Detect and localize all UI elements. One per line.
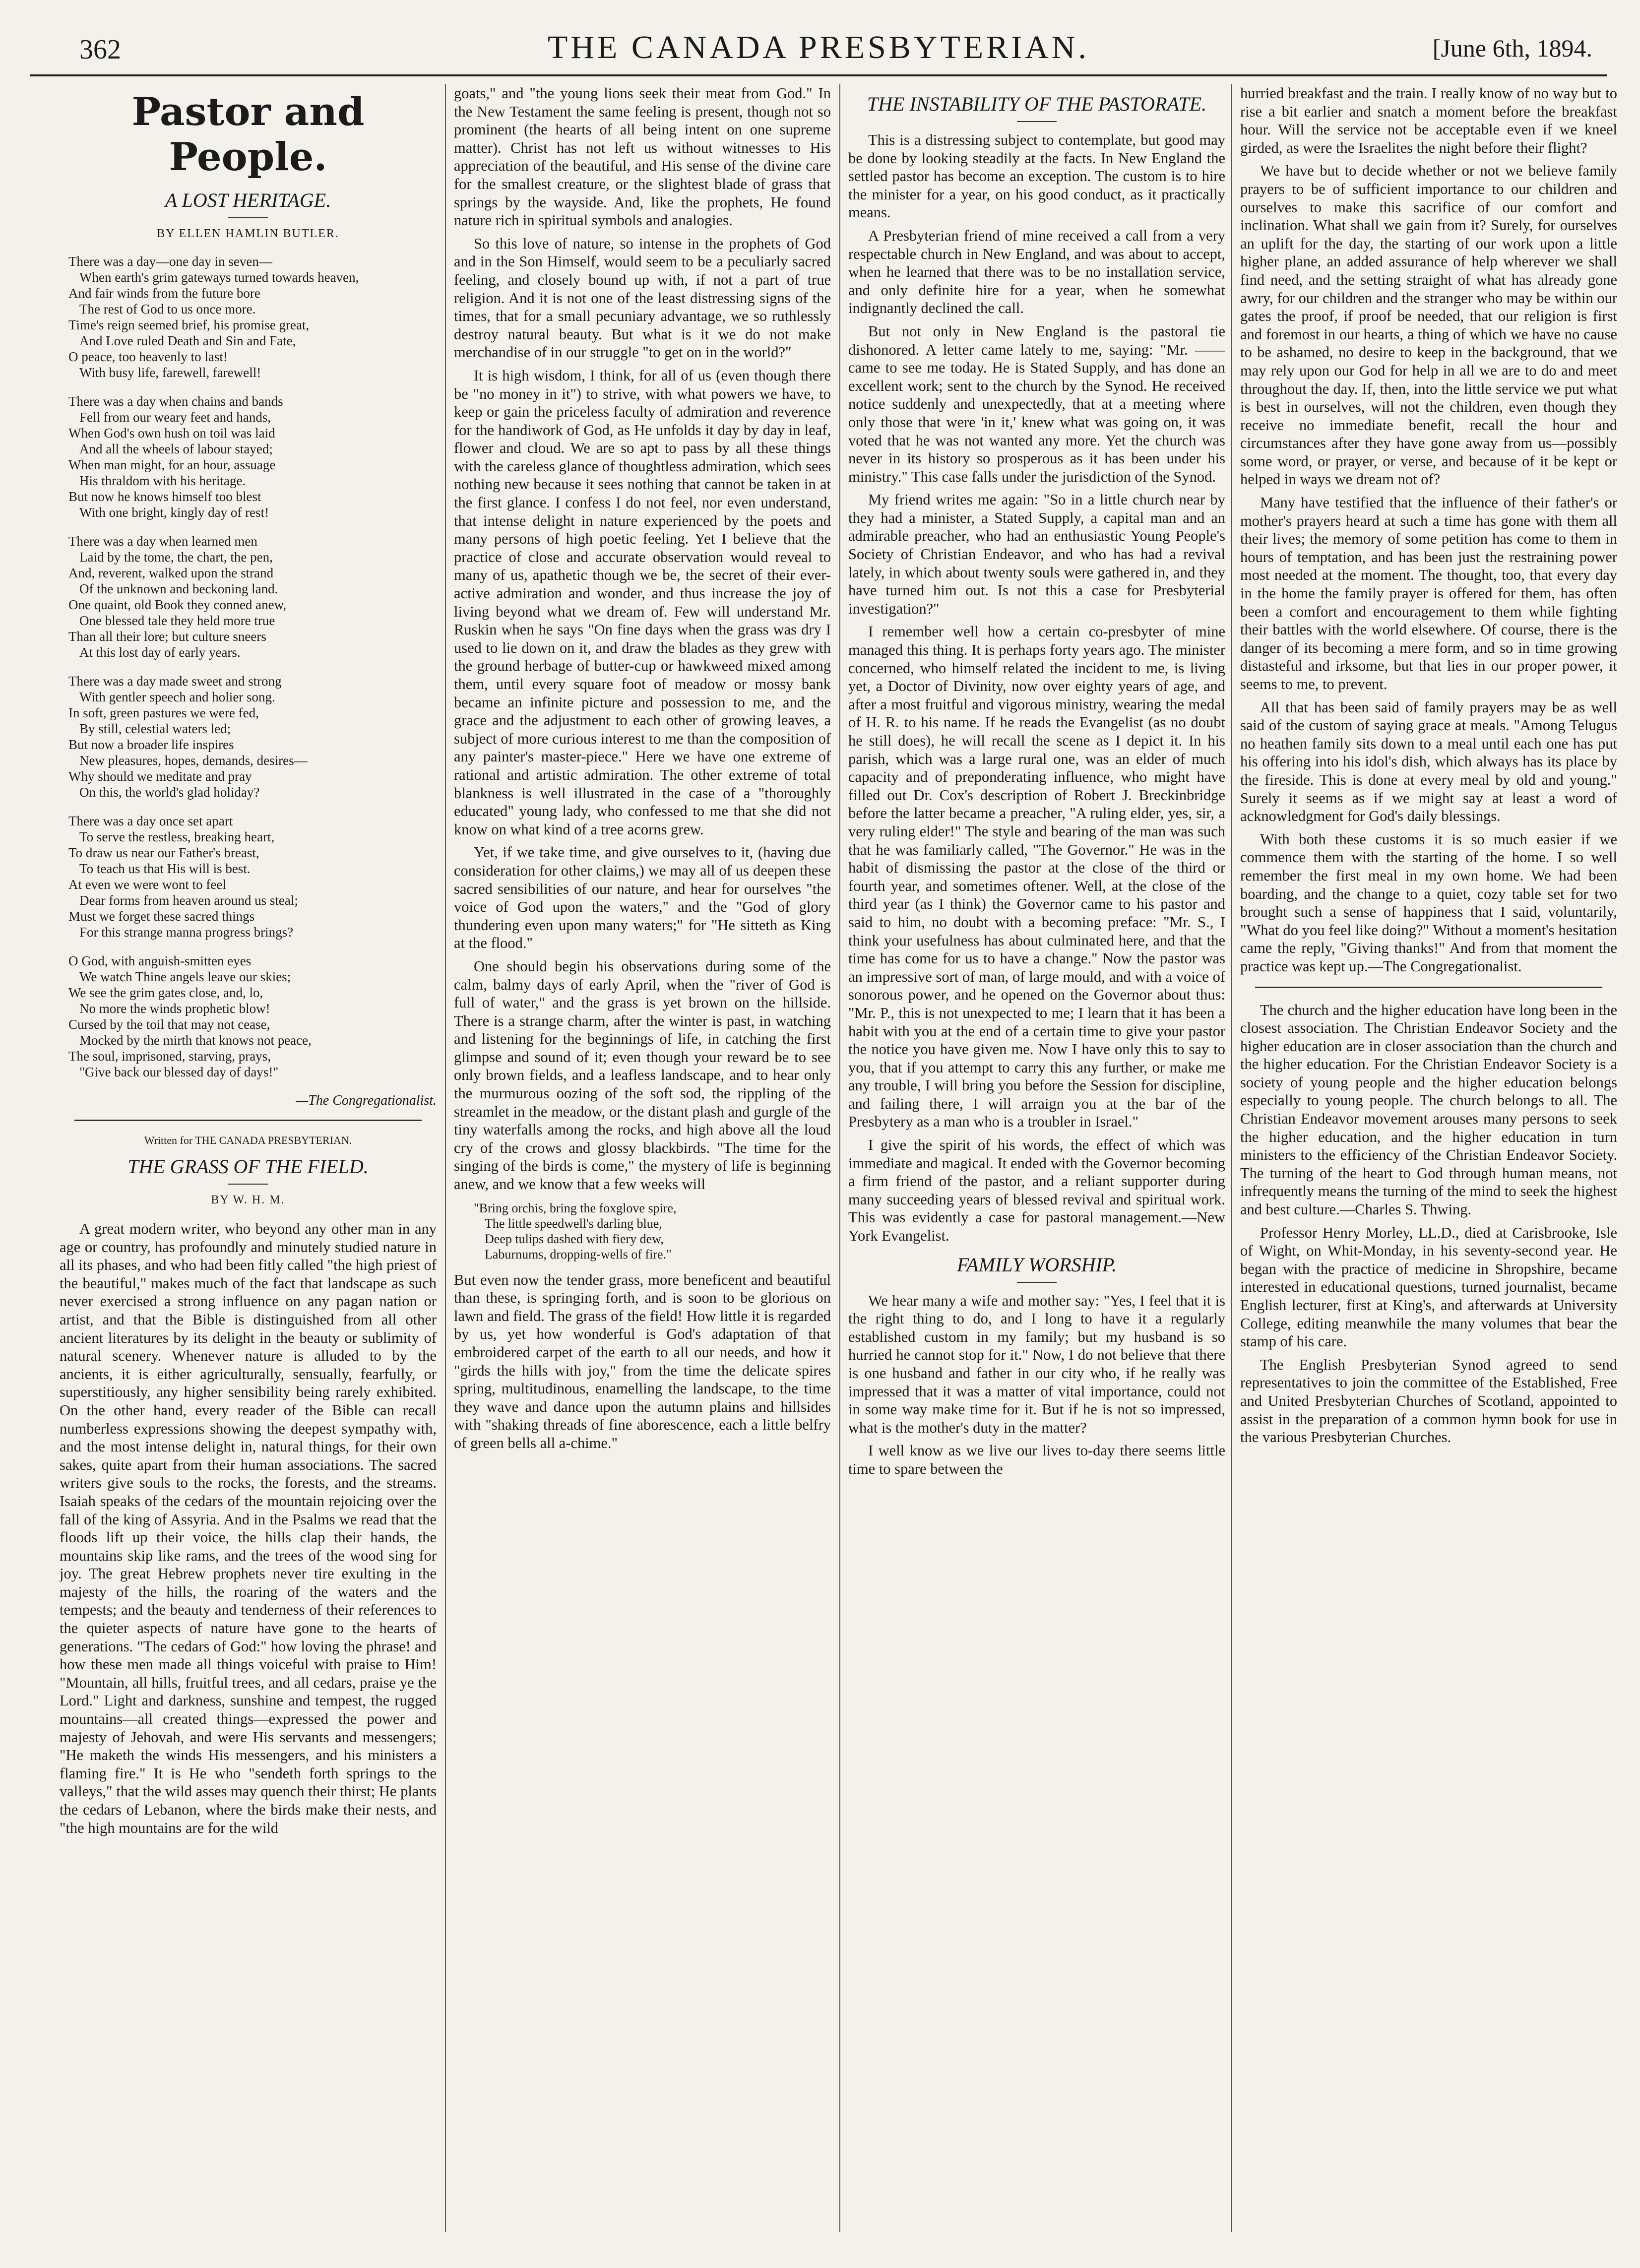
verse-line: The rest of God to us once more. (79, 302, 256, 316)
verse-line: Fell from our weary feet and hands, (79, 410, 271, 425)
verse-line: Must we forget these sacred things (68, 909, 255, 924)
article-title: THE INSTABILITY OF THE PASTORATE. (867, 93, 1207, 115)
verse-line: And all the wheels of labour stayed; (79, 441, 273, 456)
verse-line: There was a day once set apart (68, 814, 233, 828)
paragraph: So this love of nature, so intense in the prophets of God and in the Son Himself, would seem to be a peculiarly sacred feeling, and closely bound up with, if not a part of true religion. And it is not one of the least distressing signs of the times, that for a small pecuniary advantage, we so ruthlessly destroy natural beauty. But what is it we do not make merchandise of in our struggle "to get on in the world?" (454, 235, 831, 361)
verse-line: No more the winds prophetic blow! (79, 1001, 270, 1016)
verse-line: When God's own hush on toil was laid (68, 426, 275, 441)
paragraph: My friend writes me again: "So in a little church near by they had a minister, a Stated Supply, a capital man and an admirable preacher, who had an enthusiastic Young People's Society of Christian Endeavor, and who has had a revival lately, in which about twenty souls were gathered in, and they have turned him out. Is not this a case for Presbyterial investigation?" (848, 491, 1225, 617)
paragraph: A Presbyterian friend of mine received a call from a very respectable church in New England, and was about to accept, when he learned that there was to be no installation service, and only definite hire for a year, when he somewhat indignantly declined the call. (848, 227, 1225, 317)
verse-line: For this strange manna progress brings? (79, 925, 294, 940)
column-1 (60, 84, 437, 2232)
divider (1255, 987, 1602, 988)
paragraph: This is a distressing subject to contemplate, but good may be done by looking steadily at the facts. In New England the settled pastor has become an exception. The custom is to hire the minister for a year, on his good conduct, as it practically means. (848, 131, 1225, 221)
verse-line: O God, with anguish-smitten eyes (68, 953, 252, 968)
column-3 (848, 84, 1225, 2232)
news-notes (1240, 1001, 1617, 1447)
paragraph: I well know as we live our lives to-day there seems little time to spare between the (848, 1442, 1225, 1477)
verse-line: The soul, imprisoned, starving, prays, (68, 1049, 271, 1064)
verse-line: To teach us that His will is best. (79, 861, 251, 876)
article-title: THE GRASS OF THE FIELD. (127, 1155, 369, 1178)
stanza (68, 253, 437, 380)
paragraph: Many have testified that the influence of their father's or mother's prayers heard at such a time has gone with them all their lives; the memory of some petition has come to them in hours of temptation, and has been just the restraining power most needed at the moment. The thought, too, that every day in the home the family prayer is offered for them, has often been a comfort and encouragement to them while fighting their battles with the world elsewhere. Of course, there is the danger of its becoming a mere form, and so in time growing distasteful and irksome, but that lies in our proper power, it seems to me, to prevent. (1240, 494, 1617, 693)
divider (228, 217, 268, 218)
byline: BY ELLEN HAMLIN BUTLER. (157, 227, 339, 240)
page-header (30, 20, 1607, 76)
column-rule (445, 84, 446, 2232)
quoted-verse (474, 1200, 831, 1262)
paragraph: Professor Henry Morley, LL.D., died at Carisbrooke, Isle of Wight, on Whit-Monday, in his seventy-second year. He began with the practice of medicine in Shropshire, became interested in educational questions, turned journalist, became English lecturer, first at King's, and afterwards at University College, editing meanwhile the many volumes that bear the stamp of his care. (1240, 1224, 1617, 1350)
poem-credit: —The Congregationalist. (296, 1093, 437, 1108)
divider (1017, 1282, 1057, 1283)
article-body (848, 131, 1225, 1245)
verse-line: O peace, too heavenly to last! (68, 349, 228, 364)
paragraph: All that has been said of family prayers may be as well said of the custom of saying grace at meals. "Among Telugus no heathen family sits down to a meal until each one has put his offering into his idol's dish, which always has its place by the fireside. This is done at every meal by old and young." Surely it seems as if we might say at least a word of acknowledgment for God's daily blessings. (1240, 698, 1617, 825)
divider (228, 1184, 268, 1185)
column-rule (1231, 84, 1232, 2232)
verse-line: There was a day when learned men (68, 534, 257, 549)
article-body (454, 1271, 831, 1452)
journal-title: THE CANADA PRESBYTERIAN. (548, 29, 1089, 65)
issue-date: [June 6th, 1894. (1432, 34, 1592, 62)
verse-line: And fair winds from the future bore (68, 286, 260, 301)
article-title: FAMILY WORSHIP. (956, 1253, 1117, 1276)
verse-line: New pleasures, hopes, demands, desires— (79, 753, 308, 768)
verse-line: Mocked by the mirth that knows not peace, (79, 1033, 312, 1048)
paragraph: A great modern writer, who beyond any other man in any age or country, has profoundly and minutely studied nature in all its phases, and who had been fitly called "the high priest of the beautiful," makes much of the fact that landscape as such never exercised a strong influence on any pagan nation or artist, and that the Bible is distinguished from all other ancient literatures by its delight in the beauty or sublimity of natural scenery. Whenever nature is alluded to by the ancients, it is either agriculturally, sensually, fearfully, or superstitiously, any higher sensibility being rarely exhibited. On the other hand, every reader of the Bible can recall numberless expressions showing the deepest sympathy with, and the most intense delight in, natural things, for their own sakes, quite apart from their human associations. The sacred writers give souls to the rocks, the forests, and the streams. Isaiah speaks of the cedars of the mountain rejoicing over the fall of the king of Assyria. And in the Psalms we read that the floods lift up their voice, the hills clap their hands, the mountains skip like rams, and the trees of the wood sing for joy. The great Hebrew prophets never tire exulting in the majesty of the hills, the roaring of the waters and the tempests; and the beauty and tenderness of their references to the quieter aspects of nature have gone to the hearts of generations. "The cedars of God:" how loving the phrase! and how these men made all things voiceful with praise to Him! "Mountain, all hills, fruitful trees, and all cedars, praise ye the Lord." Light and darkness, sunshine and tempest, the rugged mountains—all created things—expressed the power and majesty of Jehovah, and were His servants and messengers; "He maketh the winds His messengers, and his ministers a flaming fire." It is He who "sendeth forth springs to the valleys," that the wild asses may quench their thirst; He plants the cedars of Lebanon, where the birds make their nests, and "the high mountains are for the wild (60, 1220, 437, 1836)
column-2 (454, 84, 831, 2232)
poem (68, 253, 437, 1080)
verse-line: One blessed tale they held more true (79, 613, 275, 628)
article-body (1240, 84, 1617, 976)
verse-line: We watch Thine angels leave our skies; (79, 969, 291, 984)
verse-line: There was a day—one day in seven— (68, 254, 272, 269)
newspaper-page (30, 20, 1617, 2242)
paragraph: Yet, if we take time, and give ourselves to it, (having due consideration for other claims,) we may all of us deepen these sacred sensibilities of our nature, and hear for ourselves "the voice of God upon the waters," and the "God of glory thundering even upon many waters;" for "He sitteth as King at the flood." (454, 844, 831, 952)
stanza (68, 813, 437, 940)
article-body (60, 1220, 437, 1837)
verse-line: When man might, for an hour, assuage (68, 457, 276, 472)
verse-line: One quaint, old Book they conned anew, (68, 597, 287, 612)
paragraph: With both these customs it is so much easier if we commence them with the starting of the home. I so well remember the first meal in my own home. We had been boarding, and the change to a quiet, cozy table set for two brought such a sense of happiness that I said, voluntarily, "What do you feel like doing?" Without a moment's hesitation came the reply, "Giving thanks!" And from that moment the practice was kept up.—The Congregationalist. (1240, 830, 1617, 975)
verse-line: There was a day when chains and bands (68, 394, 283, 409)
paragraph: The church and the higher education have long been in the closest association. The Christian Endeavor Society and the higher education are in closer association than the church and the higher education. For the Christian Endeavor Society is a society of young people and the higher education belongs especially to young people. The church belongs to all. The Christian Endeavor movement arouses many persons to seek the higher education, and the higher education in turn ministers to the efficiency of the Christian Endeavor Society. The turning of the heart to God through human means, not infrequently means the turning of the mind to seek the highest and best culture.—Charles S. Thwing. (1240, 1001, 1617, 1218)
verse-line: Laid by the tome, the chart, the pen, (79, 550, 273, 565)
stanza (68, 393, 437, 520)
paragraph: It is high wisdom, I think, for all of us (even though there be "no money in it") to strive, with what powers we have, to keep or gain the priceless faculty of admiration and reverence for the handiwork of God, as He unfolds it day by day in leaf, flower and cloud. We are so apt to pass by all these things with the careless glance of thoughtless admiration, which sees nothing new because it sees nothing that cannot be taken in at the first glance. I confess I do not feel, nor even understand, that intense delight in nature experienced by the poets and many persons of high poetic feeling. Yet I believe that the practice of close and accurate observation would reveal to many of us, apathetic though we be, the secret of their ever-active admiration and wonder, and thus increase the joy of living beyond what we dream of. Few will understand Mr. Ruskin when he says "On fine days when the grass was dry I used to lie down on it, and draw the blades as they grew with the ground herbage of butter-cup or hawkweed mixed among them, until every square foot of meadow or mossy bank became an infinite picture and possession to me, and the grace and the adjustment to each other of growing leaves, a subject of more curious interest to me than the composition of any painter's master-piece." Here we have one extreme of rational and artistic admiration. The other extreme of total blankness is well illustrated in the case of a "thoroughly educated" young lady, who confessed to me that she did not know on what kind of a tree acorns grew. (454, 367, 831, 838)
verse-line: By still, celestial waters led; (79, 721, 231, 736)
verse-line: Than all their lore; but culture sneers (68, 629, 266, 644)
verse-line: And Love ruled Death and Sin and Fate, (79, 333, 296, 348)
verse-line: When earth's grim gateways turned towards heaven, (79, 270, 359, 285)
department-heading: Pastor and People. (131, 89, 365, 180)
verse-line: In soft, green pastures we were fed, (68, 705, 259, 720)
verse-line: Time's reign seemed brief, his promise great, (68, 317, 310, 332)
verse-line: Why should we meditate and pray (68, 769, 252, 784)
divider (74, 1120, 422, 1121)
verse-line: "Give back our blessed day of days!" (79, 1065, 279, 1079)
verse-line: There was a day made sweet and strong (68, 674, 282, 689)
verse-line: But now he knows himself too blest (68, 489, 261, 504)
stanza (68, 533, 437, 660)
paragraph: But even now the tender grass, more beneficent and beautiful than these, is springing forth, and is soon to be glorious on lawn and field. The grass of the field! How little it is regarded by us, yet how wonderful is God's adaptation of that embroidered carpet of the earth to all our needs, and how it "girds the hills with joy," from the time the delicate spires spring, multitudinous, enamelling the landscape, to the time they wave and dance upon the autumn plains and hillsides with "shaking threads of fine aborescence, each a little belfry of green bells all a-chime." (454, 1271, 831, 1451)
verse-line: But now a broader life inspires (68, 737, 234, 752)
verse-line: The little speedwell's darling blue, (485, 1216, 662, 1231)
paragraph: I give the spirit of his words, the effect of which was immediate and magical. It ended with the Governor becoming a firm friend of the pastor, and a reliant supporter during many succeeding years of blessed revival and spiritual work. This was evidently a case for pastoral management.—New York Evangelist. (848, 1136, 1225, 1245)
paragraph: We hear many a wife and mother say: "Yes, I feel that it is the right thing to do, and I long to have it a regularly established custom in my family; but my husband is so hurried he cannot stop for it." Now, I do not believe that there is one husband and father in our city who, if he really was impressed that it was a matter of vital importance, could not in some way make time for it. But if he is not so impressed, what is the mother's duty in the matter? (848, 1292, 1225, 1436)
verse-line: Deep tulips dashed with fiery dew, (485, 1231, 664, 1246)
verse-line: Dear forms from heaven around us steal; (79, 893, 298, 908)
verse-line: To serve the restless, breaking heart, (79, 829, 275, 844)
verse-line: On this, the world's glad holiday? (79, 785, 260, 800)
paragraph: hurried breakfast and the train. I really know of no way but to rise a bit earlier and snatch a moment before the breakfast hour. Will the service not be acceptable even if we kneel girded, as were the Israelites the night before their flight? (1240, 85, 1617, 156)
verse-line: To draw us near our Father's breast, (68, 845, 259, 860)
written-for-note: Written for THE CANADA PRESBYTERIAN. (144, 1134, 352, 1146)
verse-line: Cursed by the toil that may not cease, (68, 1017, 270, 1032)
paragraph: I remember well how a certain co-presbyter of mine managed this thing. It is perhaps forty years ago. The minister concerned, who himself related the incident to me, is living yet, a Doctor of Divinity, now over eighty years of age, and after a most fruitful and vigorous ministry, wearing the medal of H. R. to his name. If he reads the Evangelist (as no doubt he still does), he will recall the scene as I depict it. In his parish, which was a large rural one, was an elder of much capacity and of preponderating influence, who might have filled out Dr. Cox's description of Robert J. Breckinbridge before the latter became a preacher, "A ruling elder, yes, sir, a very ruling elder!" The style and bearing of the man was such that he was familiarly called, "The Governor." He was in the habit of dismissing the pastor at the close of the third or fourth year, and sometimes oftener. Well, at the close of the third year (as I think) the Governor came to his pastor and said to him, no doubt with a becoming preface: "Mr. S., I think your usefulness has about culminated here, and that the time has come for us to have a change." Now the pastor was an impressive sort of man, of large mould, and with a voice of sonorous power, and he opened on the Governor about thus: "Mr. P., this is not unexpected to me; I learn that it has been a habit with you at the end of a certain time to give your pastor the notice you have given me. Now I have only this to say to you, that if you attempt to carry this any further, or make me any trouble, I will bring you before the Session for discipline, and failing there, I will arraign you at the bar of the Presbytery as a man who is a troubler in Israel." (848, 623, 1225, 1131)
verse-line: "Bring orchis, bring the foxglove spire, (474, 1200, 677, 1215)
page-number: 362 (79, 34, 121, 65)
verse-line: Laburnums, dropping-wells of fire." (485, 1247, 672, 1261)
divider (1017, 121, 1057, 122)
verse-line: At even we were wont to feel (68, 877, 226, 892)
verse-line: With one bright, kingly day of rest! (79, 505, 269, 520)
paragraph: We have but to decide whether or not we believe family prayers to be of sufficient importance to our children and ourselves to make this sacrifice of our comfort and inclination. What shall we gain from it? Surely, for ourselves an uplift for the day, the starting of our work upon a little higher plane, an added assurance of help wherever we shall find need, and the setting straight of what has already gone awry, for our children and the stranger who may be within our gates the proof, if proof be needed, that our religion is first and foremost in our hearts, a thing of which we have no cause to be ashamed, no desire to keep in the background, that we may rely upon our God for help in all we are to do and meet throughout the day. If, then, into the little service we put what is best in ourselves, will not the children, even though they receive no immediate benefit, recall the hour and circumstances after they have gone away from us—possibly some word, or prayer, or verse, and because of it be kept or helped in ways we dream not of? (1240, 162, 1617, 488)
article-title: A LOST HERITAGE. (165, 189, 331, 211)
article-body (454, 84, 831, 1194)
byline: BY W. H. M. (211, 1194, 285, 1206)
column-rule (839, 84, 840, 2232)
verse-line: With busy life, farewell, farewell! (79, 365, 261, 380)
verse-line: We see the grim gates close, and, lo, (68, 985, 263, 1000)
stanza (68, 673, 437, 800)
paragraph: But not only in New England is the pastoral tie dishonored. A letter came lately to me, saying: "Mr. —— came to see me today. He is Stated Supply, and has done an excellent work; sent to the church by the Synod. He received notice suddenly and unexpectedly, that at a meeting where only those that were 'in it,' knew what was going on, it was voted that he was not wanted any more. Yet the church was never in its history so prosperous as it has been under his ministry." This case falls under the jurisdiction of the Synod. (848, 322, 1225, 485)
verse-line: Of the unknown and beckoning land. (79, 581, 278, 596)
verse-line: His thraldom with his heritage. (79, 473, 246, 488)
paragraph: goats," and "the young lions seek their meat from God." In the New Testament the same feeling is present, though not so prominent (the hearts of all being intent on one supreme matter). Christ has not left us without witnesses to His appreciation of the beautiful, and His sense of the divine care for the smallest creature, or the slightest blade of grass that springs by the wayside. And, like the prophets, He found nature rich in spiritual symbols and analogies. (454, 85, 831, 229)
verse-line: With gentler speech and holier song. (79, 690, 275, 704)
verse-line: And, reverent, walked upon the strand (68, 566, 274, 580)
article-body (848, 1292, 1225, 1478)
verse-line: At this lost day of early years. (79, 645, 241, 660)
column-4 (1240, 84, 1617, 2232)
stanza (68, 953, 437, 1080)
paragraph: The English Presbyterian Synod agreed to send representatives to join the committee of the Established, Free and United Presbyterian Churches of Scotland, appointed to assist in the preparation of a common hymn book for use in the various Presbyterian Churches. (1240, 1356, 1617, 1446)
paragraph: One should begin his observations during some of the calm, balmy days of early April, when the "river of God is full of water," and the grass is yet brown on the hillside. There is a strange charm, after the winter is past, in watching and listening for the beginnings of life, in catching the first glimpse and sound of it; even though your reward be to see only brown fields, and a leafless landscape, and to hear only the murmurous oozing of the soft sod, the rippling of the streamlet in the meadow, or the distant plash and gurgle of the tiny waterfalls among the rocks, and high above all the loud cry of the crows and glossy blackbirds. "The time for the singing of the birds is come," the mystery of life is beginning anew, and we know that a few weeks will (454, 957, 831, 1193)
